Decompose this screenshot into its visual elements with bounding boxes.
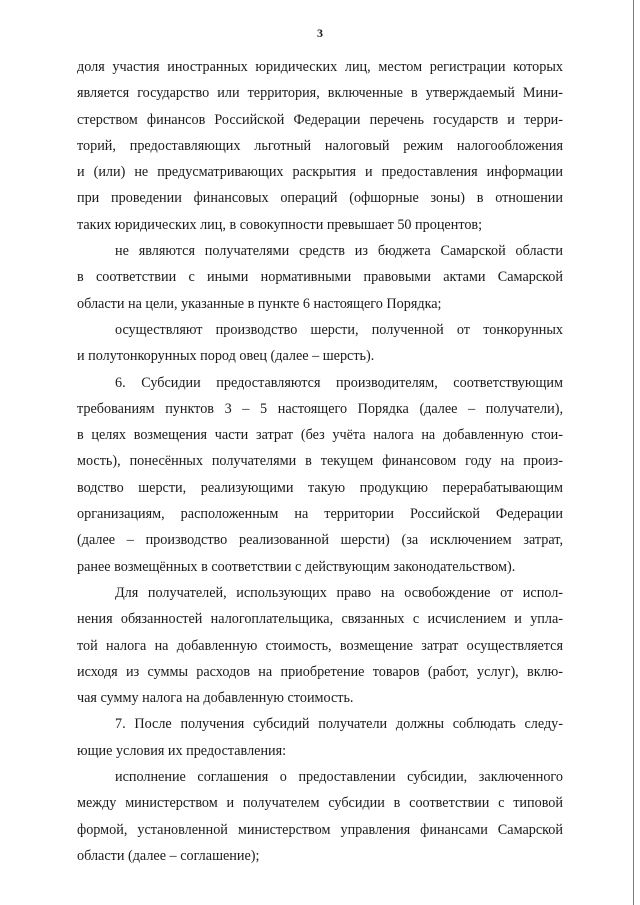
text-line: чая сумму налога на добавленную стоимость. [77,690,354,707]
text-line: области на цели, указанные в пункте 6 настоящего Порядка; [77,295,442,312]
text-line: и (или) не предусматривающих раскрытия и предоставления информации [77,164,563,181]
text-line: водство шерсти, реализующими такую продукцию перерабатывающим [77,479,563,496]
text-line: мость), понесённых получателями в текущем финансовом году на произ- [77,453,563,470]
text-line: исполнение соглашения о предоставлении субсидии, заключенного [115,769,563,786]
text-line: таких юридических лиц, в совокупности превышает 50 процентов; [77,216,483,233]
text-line: в целях возмещения части затрат (без учёта налога на добавленную стои- [77,427,563,444]
text-line: ранее возмещённых в соответствии с действующим законодательством). [77,558,516,575]
page-number: 3 [317,26,323,40]
text-line: ющие условия их предоставления: [77,742,287,759]
text-line: 6. Субсидии предоставляются производителям, соответствующим [115,374,563,391]
text-line: стерством финансов Российской Федерации перечень государств и терри- [77,111,563,128]
text-line: исходя из суммы расходов на приобретение товаров (работ, услуг), вклю- [77,663,563,680]
text-line: 7. После получения субсидий получатели должны соблюдать следу- [115,716,563,733]
text-line: Для получателей, использующих право на освобождение от испол- [115,584,563,601]
text-line: области (далее – соглашение); [77,847,260,864]
text-line: между министерством и получателем субсидии в соответствии с типовой [77,795,563,812]
text-line: той налога на добавленную стоимость, возмещение затрат осуществляется [77,637,563,654]
text-line: (далее – производство реализованной шерсти) (за исключением затрат, [77,532,563,549]
text-line: организациям, расположенным на территории Российской Федерации [77,506,563,523]
text-line: доля участия иностранных юридических лиц, местом регистрации которых [77,59,563,75]
text-line: является государство или территория, включенные в утверждаемый Мини- [77,85,563,102]
text-line: нения обязанностей налогоплательщика, связанных с исчислением и упла- [77,611,563,628]
text-line: при проведении финансовых операций (офшорные зоны) в отношении [77,190,563,207]
text-line: требованиям пунктов 3 – 5 настоящего Порядка (далее – получатели), [77,400,563,417]
scan-edge-line [633,0,634,905]
text-line: и полутонкорунных пород овец (далее – шерсть). [77,348,375,365]
text-line: формой, установленной министерством управления финансами Самарской [77,821,563,838]
text-line: осуществляют производство шерсти, полученной от тонкорунных [115,321,563,338]
text-line: торий, предоставляющих льготный налоговый режим налогообложения [77,137,563,154]
text-line: не являются получателями средств из бюджета Самарской области [115,243,563,260]
body-text [77,54,563,869]
text-line: в соответствии с иными нормативными правовыми актами Самарской [77,269,563,286]
